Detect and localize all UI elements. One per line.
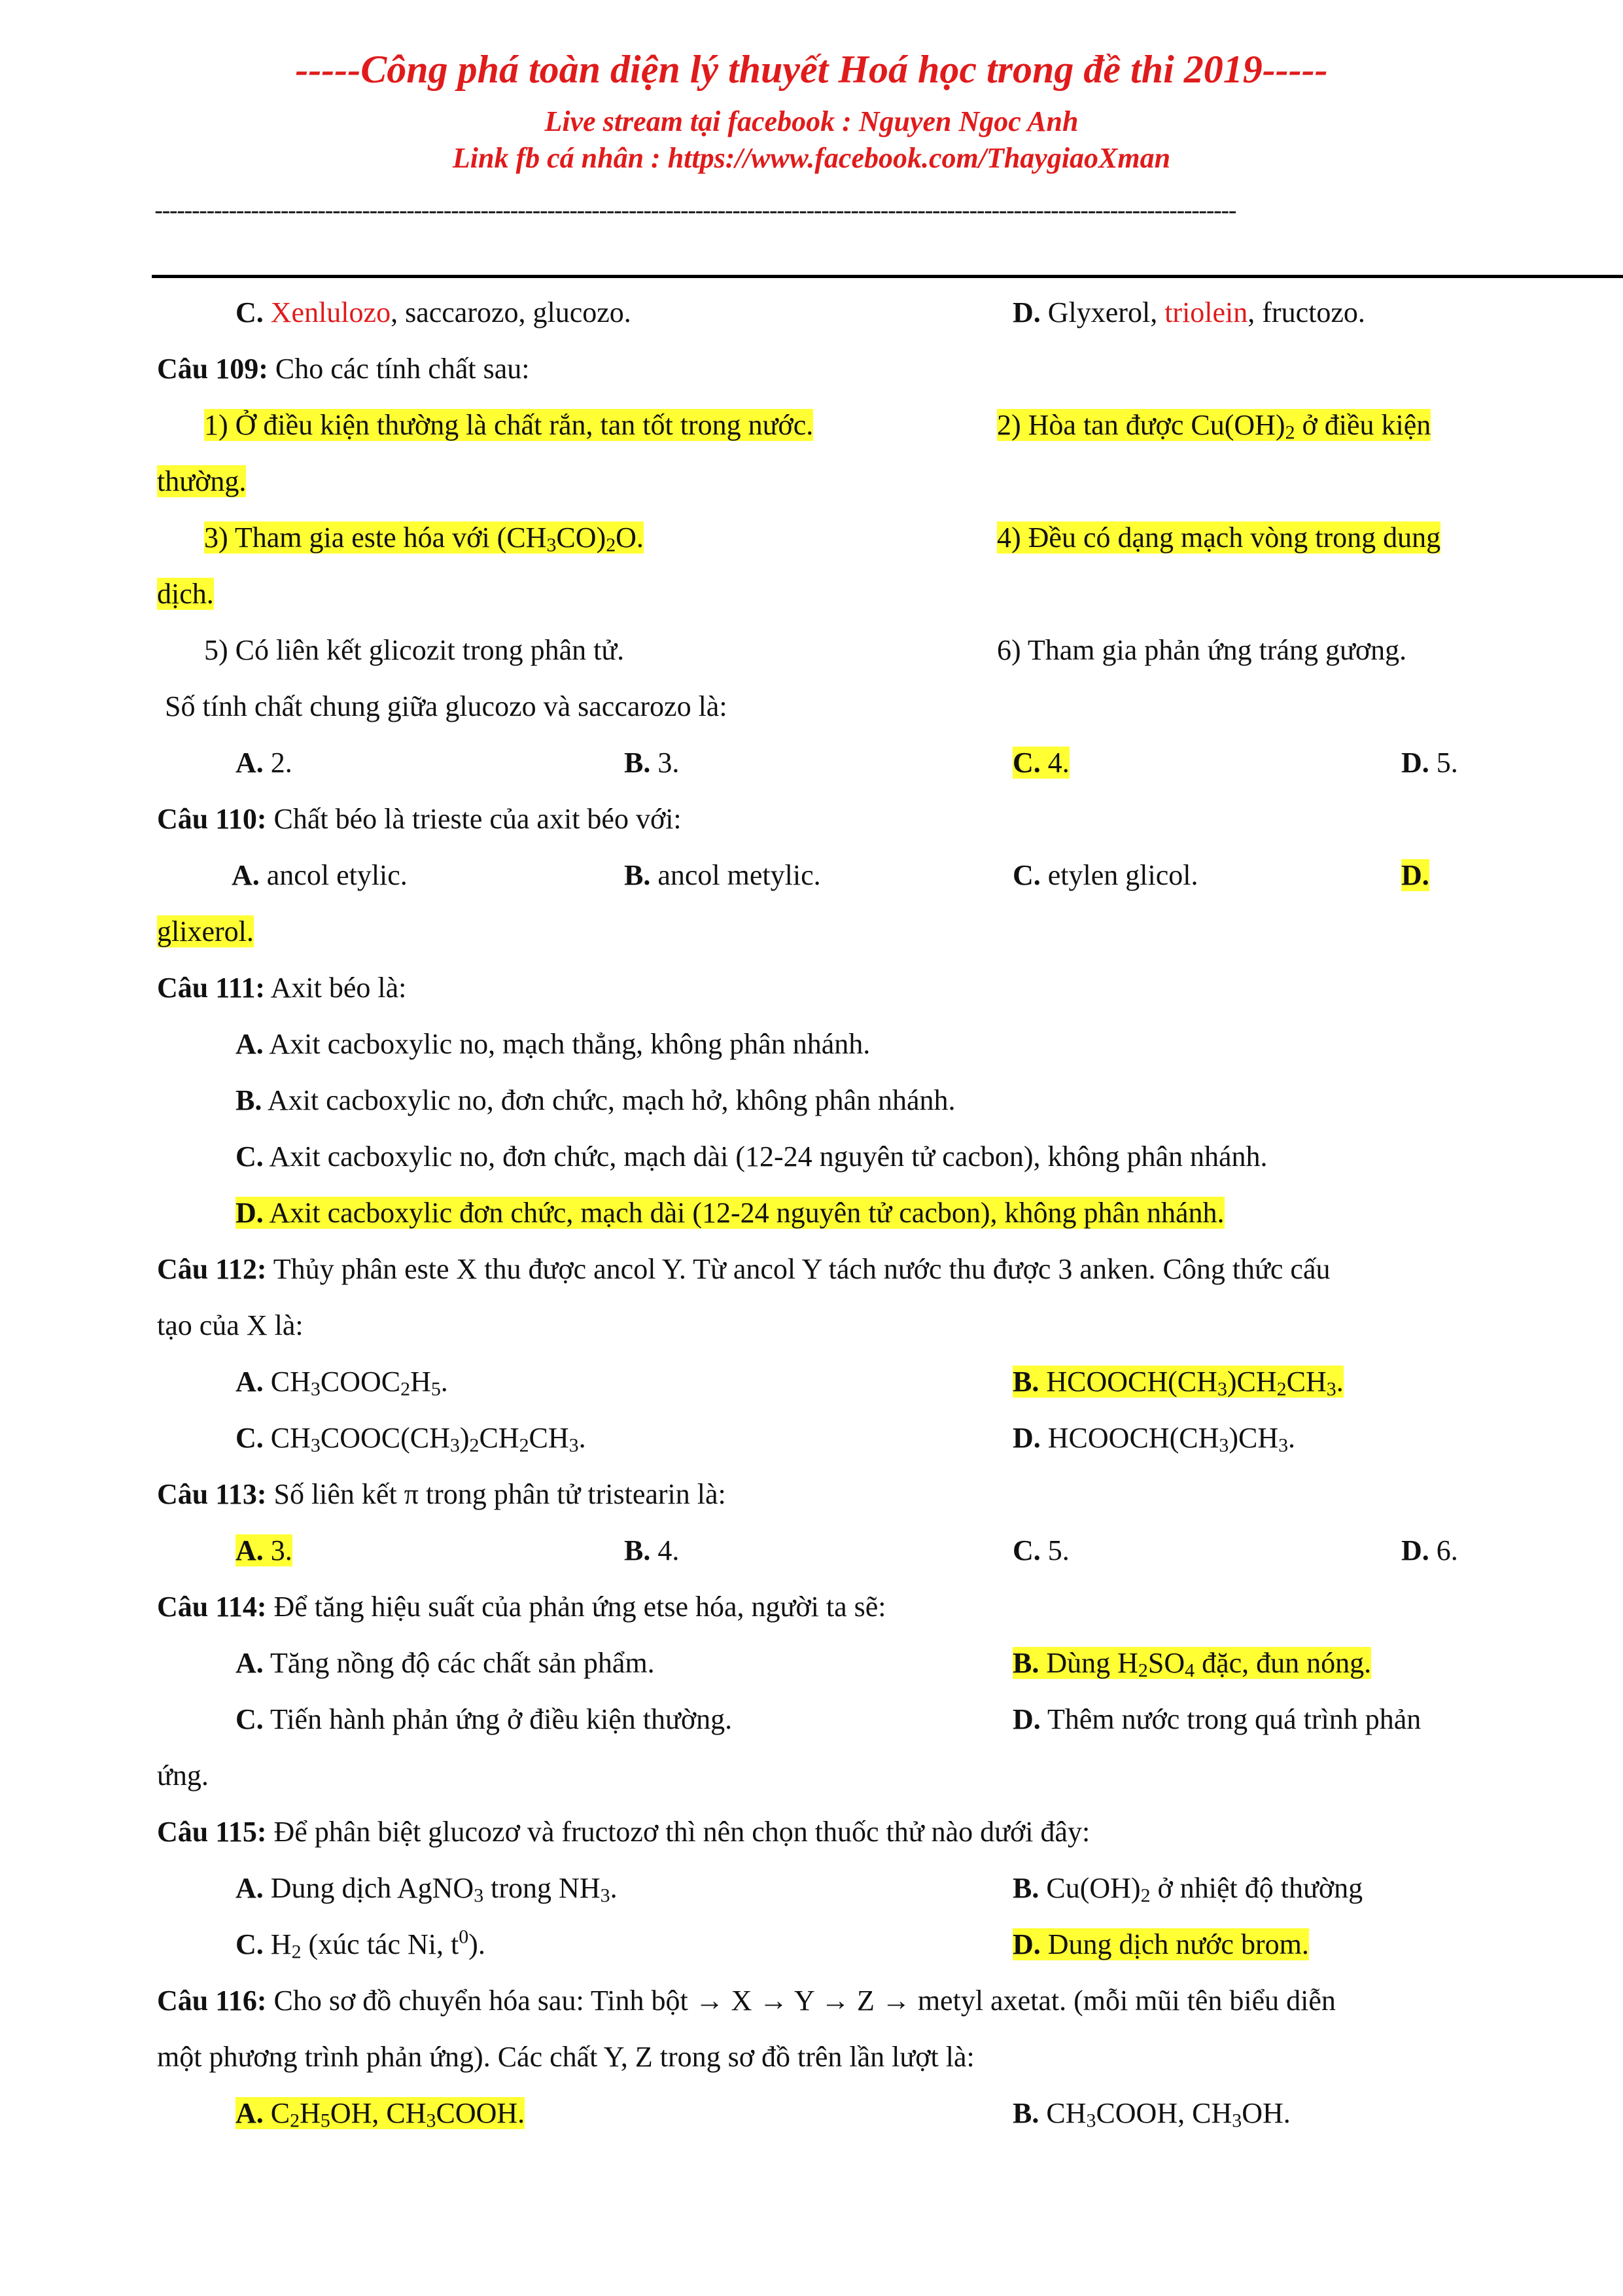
facebook-link[interactable]: Link fb cá nhân : https://www.facebook.com/ThaygiaoXman: [452, 142, 1171, 174]
q116-option-a[interactable]: A. $C_2H_5OH$, $CH_3COOH$.: [236, 2097, 525, 2132]
q110-option-c[interactable]: C. etylen glicol.: [1013, 859, 1198, 891]
q111-option-d[interactable]: D. Axit cacboxylic đơn chức, mạch dài (12-24 nguyên tử cacbon), không phân nhánh.: [236, 1197, 1225, 1229]
q112-stem-wrap: tạo của X là:: [157, 1309, 304, 1341]
q115-option-c[interactable]: C. $H_2$ (xúc tác Ni, $t^0$).: [236, 1926, 485, 1963]
q109-question: Số tính chất chung giữa glucozo và saccarozo là:: [165, 690, 727, 722]
q109-option-a[interactable]: A. 2.: [236, 747, 292, 779]
q111-option-c[interactable]: C. Axit cacboxylic no, đơn chức, mạch dài (12-24 nguyên tử cacbon), không phân nhánh.: [236, 1140, 1268, 1173]
q113-stem: Câu 113: Số liên kết π trong phân tử tristearin là:: [157, 1478, 726, 1510]
q113-option-b[interactable]: B. 4.: [624, 1534, 680, 1566]
q116-stem-wrap: một phương trình phản ứng). Các chất Y, Z trong sơ đồ trên lần lượt là:: [157, 2041, 975, 2073]
livestream-line: Live stream tại facebook : Nguyen Ngoc Anh: [544, 105, 1079, 137]
q114-option-d[interactable]: D. Thêm nước trong quá trình phản: [1013, 1703, 1422, 1735]
q114-option-c[interactable]: C. Tiến hành phản ứng ở điều kiện thường.: [236, 1703, 733, 1735]
header-rule: [152, 275, 1623, 278]
q109-property-2: 2) Hòa tan được $Cu(OH)_2$ ở điều kiện: [997, 409, 1431, 444]
q109-option-d[interactable]: D. 5.: [1401, 747, 1458, 779]
q110-option-b[interactable]: B. ancol metylic.: [624, 859, 821, 891]
q112-option-b[interactable]: B. $HCOOCH(CH_3)CH_2CH_3$.: [1013, 1366, 1344, 1400]
q109-property-1: 1) Ở điều kiện thường là chất rắn, tan tốt trong nước.: [204, 409, 814, 441]
q108-option-c[interactable]: C. Xenlulozo, saccarozo, glucozo.: [236, 296, 631, 328]
q116-option-b[interactable]: B. $CH_3COOH$, $CH_3OH$.: [1013, 2097, 1291, 2132]
document-title: -----Công phá toàn diện lý thuyết Hoá học trong đề thi 2019-----: [295, 48, 1328, 91]
q114-stem: Câu 114: Để tăng hiệu suất của phản ứng etse hóa, người ta sẽ:: [157, 1591, 886, 1623]
q113-option-c[interactable]: C. 5.: [1013, 1534, 1070, 1566]
q116-stem: Câu 116: Cho sơ đồ chuyển hóa sau: Tinh bột → X → Y → Z → metyl axetat. (mỗi mũi tên biểu diễn: [157, 1985, 1336, 2017]
q109-stem: Câu 109: Cho các tính chất sau:: [157, 353, 530, 385]
q109-option-b[interactable]: B. 3.: [624, 747, 680, 779]
q112-option-a[interactable]: A. $CH_3COOC_2H_5$.: [236, 1366, 448, 1400]
q108-option-d[interactable]: D. Glyxerol, triolein, fructozo.: [1013, 296, 1365, 328]
q109-option-c[interactable]: C. 4.: [1013, 747, 1070, 779]
q115-stem: Câu 115: Để phân biệt glucozơ và fructozơ thì nên chọn thuốc thử nào dưới đây:: [157, 1816, 1091, 1848]
q110-stem: Câu 110: Chất béo là trieste của axit béo với:: [157, 803, 682, 835]
q110-option-d[interactable]: D.: [1401, 859, 1429, 891]
q113-option-a[interactable]: A. 3.: [236, 1534, 292, 1566]
q114-option-d-wrap[interactable]: ứng.: [157, 1759, 209, 1792]
q113-option-d[interactable]: D. 6.: [1401, 1534, 1458, 1566]
q112-option-d[interactable]: D. $HCOOCH(CH_3)CH_3$.: [1013, 1422, 1296, 1457]
q115-option-a[interactable]: A. Dung dịch AgNO$_3$ trong $NH_3$.: [236, 1872, 618, 1907]
q111-option-a[interactable]: A. Axit cacboxylic no, mạch thẳng, không phân nhánh.: [236, 1028, 871, 1060]
q109-property-5: 5) Có liên kết glicozit trong phân tử.: [204, 634, 625, 666]
q110-option-a[interactable]: A. ancol etylic.: [232, 859, 408, 891]
q112-stem: Câu 112: Thủy phân este X thu được ancol Y. Từ ancol Y tách nước thu được 3 anken. Công thức cấu: [157, 1253, 1331, 1285]
q109-property-6: 6) Tham gia phản ứng tráng gương.: [997, 634, 1407, 666]
q109-property-4-wrap: dịch.: [157, 578, 214, 610]
q112-option-c[interactable]: C. $CH_3COOC(CH_3)_2CH_2CH_3$.: [236, 1422, 586, 1457]
q109-property-3: 3) Tham gia este hóa với $(CH_3CO)_2O$.: [204, 521, 644, 556]
q111-option-b[interactable]: B. Axit cacboxylic no, đơn chức, mạch hở, không phân nhánh.: [236, 1084, 956, 1116]
dashed-separator: --------------------------------------------------------------------------------------------------------------------------------------------------: [154, 196, 1236, 222]
q114-option-b[interactable]: B. Dùng $H_2SO_4$ đặc, đun nóng.: [1013, 1647, 1372, 1682]
q109-property-2-wrap: thường.: [157, 465, 247, 497]
q109-property-4: 4) Đều có dạng mạch vòng trong dung: [997, 521, 1441, 554]
q114-option-a[interactable]: A. Tăng nồng độ các chất sản phẩm.: [236, 1647, 655, 1679]
q115-option-d[interactable]: D. Dung dịch nước brom.: [1013, 1928, 1309, 1960]
q115-option-b[interactable]: B. $Cu(OH)_2$ ở nhiệt độ thường: [1013, 1872, 1363, 1907]
q110-option-d-wrap[interactable]: glixerol.: [157, 915, 254, 947]
q111-stem: Câu 111: Axit béo là:: [157, 972, 407, 1004]
